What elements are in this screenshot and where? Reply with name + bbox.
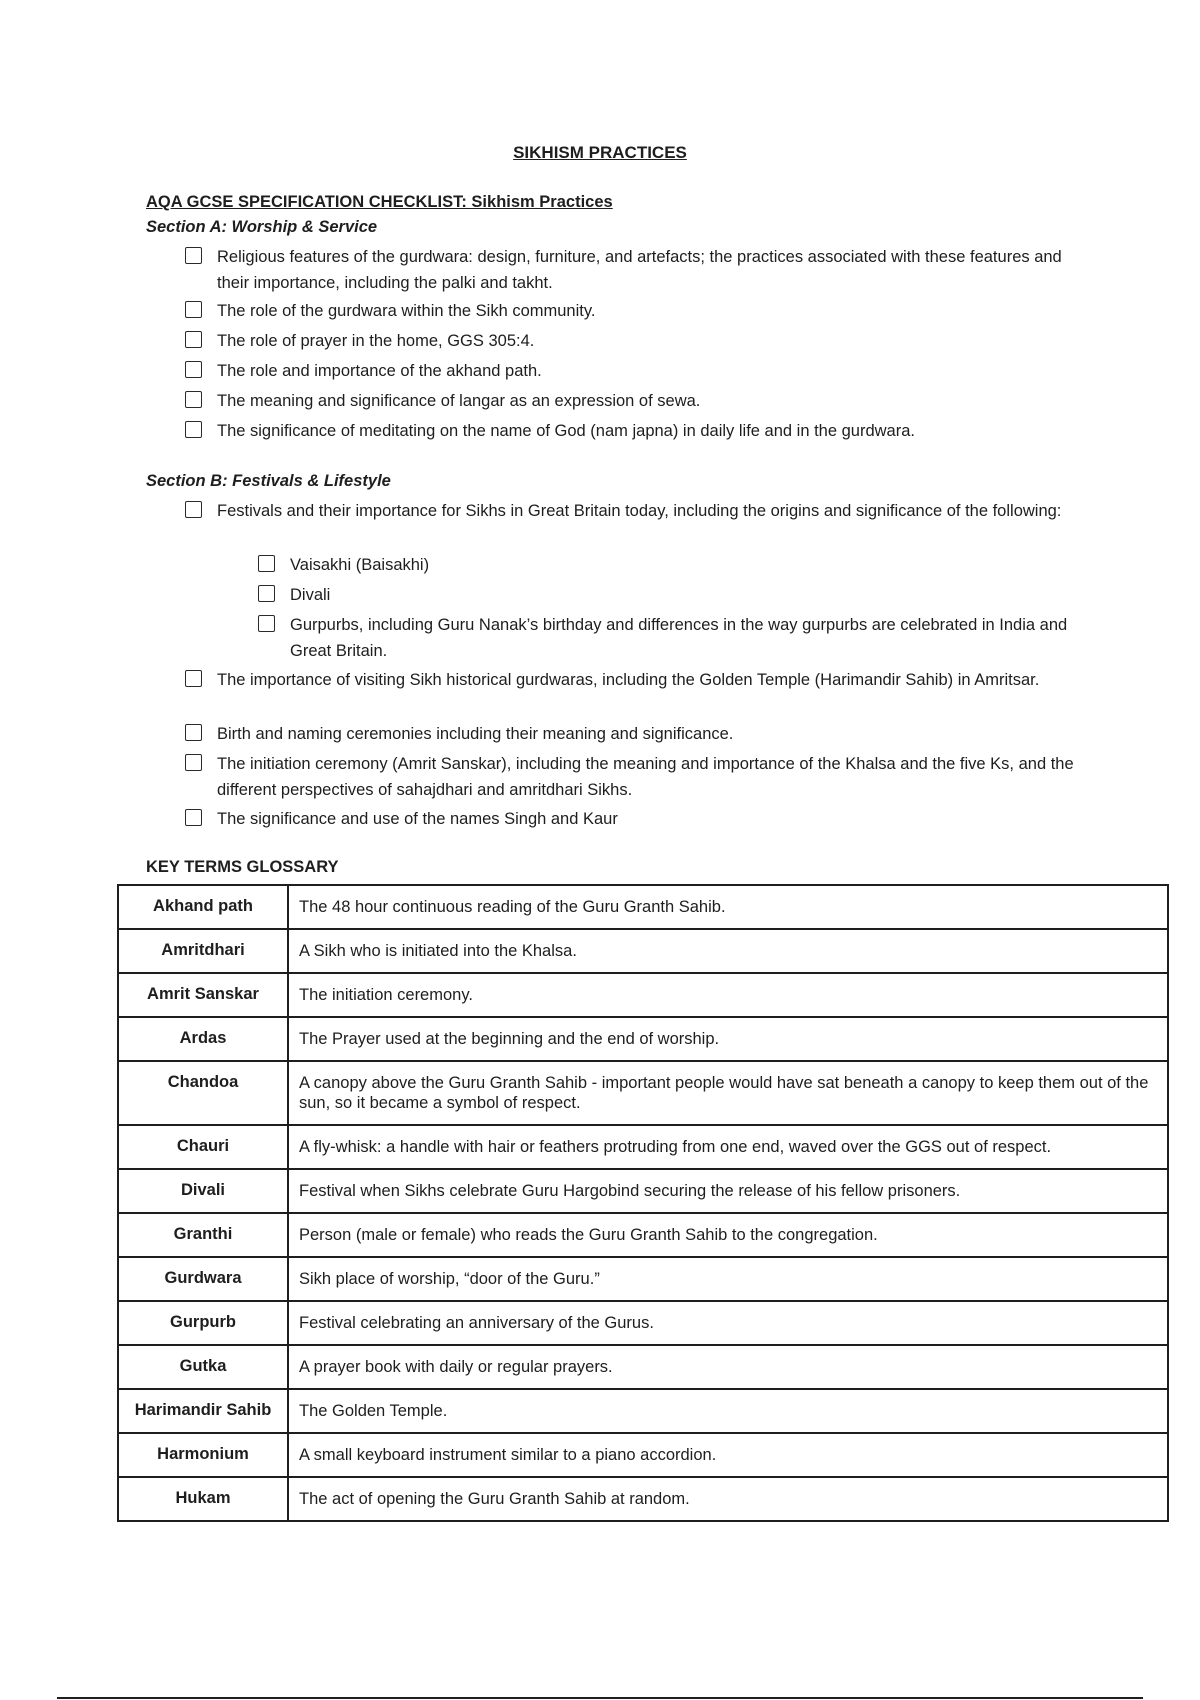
- glossary-term: Chandoa: [118, 1061, 288, 1125]
- glossary-term: Ardas: [118, 1017, 288, 1061]
- checkbox[interactable]: [185, 247, 202, 264]
- section-a-heading: Section A: Worship & Service: [146, 218, 378, 236]
- checkbox[interactable]: [185, 501, 202, 518]
- checklist-item-text: Gurpurbs, including Guru Nanak’s birthday and differences in the way gurpurbs are celebrated in India and Great Britain.: [290, 616, 1068, 660]
- table-row: [118, 885, 1168, 929]
- glossary-definition: The act of opening the Guru Granth Sahib at random.: [288, 1477, 1168, 1521]
- glossary-term: Akhand path: [118, 885, 288, 929]
- table-row: [118, 1125, 1168, 1169]
- checkbox[interactable]: [185, 391, 202, 408]
- glossary-term: Divali: [118, 1169, 288, 1213]
- checkbox[interactable]: [185, 809, 202, 826]
- glossary-definition: A prayer book with daily or regular prayers.: [288, 1345, 1168, 1389]
- glossary-definition: The Prayer used at the beginning and the end of worship.: [288, 1017, 1168, 1061]
- checklist-item-text: Festivals and their importance for Sikhs in Great Britain today, including the origins and significance of the following:: [217, 502, 1062, 520]
- glossary-definition: The initiation ceremony.: [288, 973, 1168, 1017]
- table-row: [118, 1389, 1168, 1433]
- checklist-item-text: The significance and use of the names Singh and Kaur: [217, 810, 618, 828]
- checklist-item-text: Religious features of the gurdwara: design, furniture, and artefacts; the practices associated with these features and their importance, including the palki and takht.: [217, 248, 1062, 292]
- glossary-definition: The Golden Temple.: [288, 1389, 1168, 1433]
- table-row: [118, 929, 1168, 973]
- checklist-item-text: The importance of visiting Sikh historical gurdwaras, including the Golden Temple (Harimandir Sahib) in Amritsar.: [217, 671, 1040, 689]
- glossary-term: Gurdwara: [118, 1257, 288, 1301]
- glossary-heading: KEY TERMS GLOSSARY: [146, 858, 339, 876]
- glossary-definition: The 48 hour continuous reading of the Guru Granth Sahib.: [288, 885, 1168, 929]
- checkbox[interactable]: [185, 421, 202, 438]
- glossary-term: Gurpurb: [118, 1301, 288, 1345]
- table-row: [118, 1257, 1168, 1301]
- table-row: [118, 1477, 1168, 1521]
- glossary-definition: Festival celebrating an anniversary of the Gurus.: [288, 1301, 1168, 1345]
- glossary-term: Harmonium: [118, 1433, 288, 1477]
- table-row: [118, 973, 1168, 1017]
- table-row: [118, 1169, 1168, 1213]
- section-b-heading: Section B: Festivals & Lifestyle: [146, 472, 391, 490]
- checkbox[interactable]: [185, 301, 202, 318]
- checklist-item-text: The role of the gurdwara within the Sikh community.: [217, 302, 596, 320]
- checkbox[interactable]: [185, 331, 202, 348]
- checklist-item-text: The role of prayer in the home, GGS 305:4.: [217, 332, 535, 350]
- checkbox[interactable]: [185, 724, 202, 741]
- glossary-table: [117, 884, 1169, 1522]
- checklist-item-text: The meaning and significance of langar as an expression of sewa.: [217, 392, 701, 410]
- checkbox[interactable]: [258, 585, 275, 602]
- glossary-definition: Sikh place of worship, “door of the Guru.”: [288, 1257, 1168, 1301]
- glossary-term: Granthi: [118, 1213, 288, 1257]
- page-title: SIKHISM PRACTICES: [513, 143, 687, 162]
- table-row: [118, 1213, 1168, 1257]
- glossary-term: Harimandir Sahib: [118, 1389, 288, 1433]
- checklist-item-text: Birth and naming ceremonies including their meaning and significance.: [217, 725, 734, 743]
- checkbox[interactable]: [185, 361, 202, 378]
- glossary-term: Gutka: [118, 1345, 288, 1389]
- glossary-definition: A Sikh who is initiated into the Khalsa.: [288, 929, 1168, 973]
- glossary-definition: A canopy above the Guru Granth Sahib - important people would have sat beneath a canopy to keep them out of the sun, so it became a symbol of respect.: [288, 1061, 1168, 1125]
- checkbox[interactable]: [185, 754, 202, 771]
- checklist-item-text: Vaisakhi (Baisakhi): [290, 556, 430, 574]
- checkbox[interactable]: [258, 615, 275, 632]
- checklist-item-text: The significance of meditating on the name of God (nam japna) in daily life and in the gurdwara.: [217, 422, 915, 440]
- checklist-item-text: The role and importance of the akhand path.: [217, 362, 542, 380]
- glossary-term: Chauri: [118, 1125, 288, 1169]
- glossary-term: Amrit Sanskar: [118, 973, 288, 1017]
- table-row: [118, 1017, 1168, 1061]
- checkbox[interactable]: [185, 670, 202, 687]
- table-row: [118, 1345, 1168, 1389]
- table-row: [118, 1433, 1168, 1477]
- glossary-definition: Festival when Sikhs celebrate Guru Hargobind securing the release of his fellow prisoners.: [288, 1169, 1168, 1213]
- checkbox[interactable]: [258, 555, 275, 572]
- table-row: [118, 1061, 1168, 1125]
- checklist-item-text: The initiation ceremony (Amrit Sanskar), including the meaning and importance of the Khalsa and the five Ks, and the different perspectives of sahajdhari and amritdhari Sikhs.: [217, 755, 1074, 799]
- glossary-definition: A small keyboard instrument similar to a piano accordion.: [288, 1433, 1168, 1477]
- checklist-title: AQA GCSE SPECIFICATION CHECKLIST: Sikhism Practices: [146, 193, 613, 211]
- glossary-definition: A fly-whisk: a handle with hair or feathers protruding from one end, waved over the GGS out of respect.: [288, 1125, 1168, 1169]
- glossary-term: Amritdhari: [118, 929, 288, 973]
- table-row: [118, 1301, 1168, 1345]
- footer-divider: [57, 1697, 1143, 1699]
- checklist-item-text: Divali: [290, 586, 331, 604]
- glossary-definition: Person (male or female) who reads the Guru Granth Sahib to the congregation.: [288, 1213, 1168, 1257]
- glossary-term: Hukam: [118, 1477, 288, 1521]
